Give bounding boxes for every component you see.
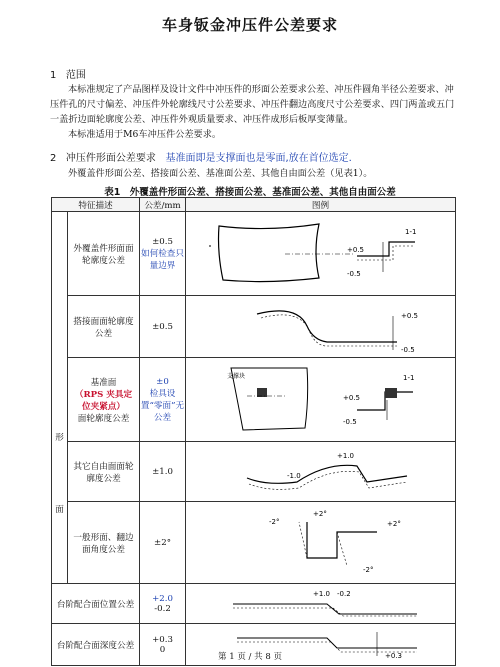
section-1-heading (50, 66, 86, 81)
figure-label: +2° (386, 520, 401, 528)
figure-label: +1.0 (336, 452, 354, 460)
feature-cell: 搭接面面轮廓度公差 (68, 296, 140, 358)
tolerance-value: +0.3 (152, 634, 173, 645)
section-number: 1 (50, 70, 57, 81)
figure-label: +0.5 (346, 246, 364, 254)
header-figure: 图例 (186, 198, 456, 212)
tolerance-table (51, 197, 456, 666)
figure-label: +2° (312, 510, 327, 518)
figure-label: +0.5 (400, 312, 418, 320)
feature-cell: 外覆盖件形面面轮廓度公差 (68, 212, 140, 296)
table-row (52, 584, 456, 624)
section-heading-text: 冲压件形面公差要求 (65, 153, 156, 164)
figure-label: -2° (268, 518, 279, 526)
figure-label: 支撑块 (226, 373, 245, 380)
tolerance-value: ±1.0 (152, 466, 173, 477)
header-tolerance: 公差/mm (140, 198, 186, 212)
figure-angle (187, 502, 455, 580)
tolerance-value: 0 (159, 644, 166, 655)
figure-label: -0.5 (400, 346, 415, 354)
tolerance-value: ±0.5 (152, 321, 173, 332)
table-row (52, 358, 456, 442)
figure-cell (186, 502, 456, 584)
tolerance-cell (140, 212, 186, 296)
header-feature: 特征描述 (52, 198, 140, 212)
tolerance-cell (140, 584, 186, 624)
figure-label: -2° (362, 566, 373, 574)
section-heading-text: 范围 (65, 70, 86, 81)
page-title: 车身钣金冲压件公差要求 (161, 16, 338, 34)
section-1-paragraph: 本标准规定了产品图样及设计文件中冲压件的形面公差要求公差、冲压件圆角半径公差要求、冲压件孔的尺寸偏差、冲压件外轮廓线尺寸公差要求、冲压件翻边高度尺寸公差要求、四门两盖或五门一盖折边面轮廓度公差、冲压件外观质量要求、冲压件成形后板厚变薄量。 (50, 84, 455, 125)
figure-label: -0.5 (342, 418, 357, 426)
figure-step-position (187, 584, 455, 620)
feature-text: 面轮廓度公差 (77, 413, 130, 424)
feature-cell: 一般形面、翻边面角度公差 (68, 502, 140, 584)
table-header-row (52, 198, 456, 212)
page-footer: 第 1 页 / 共 8 页 (218, 652, 282, 662)
table-row (52, 212, 456, 296)
feature-text: 基准面 (90, 377, 117, 388)
tolerance-value: ±2° (154, 537, 171, 548)
tolerance-value: ±0 (156, 376, 169, 387)
table-row (52, 296, 456, 358)
figure-label: -1.0 (286, 472, 301, 480)
figure-cell (186, 296, 456, 358)
feature-cell: 台阶配合面深度公差 (52, 624, 140, 666)
figure-label: -0.5 (346, 270, 361, 278)
section-1-scope: 本标准适用于M6车冲压件公差要求。 (68, 129, 222, 140)
rps-note: （RPS 夹具定位夹紧点） (74, 389, 133, 412)
figure-label: +0.5 (342, 394, 360, 402)
figure-label: 1-1 (402, 374, 414, 382)
figure-outer-panel (187, 212, 455, 292)
figure-datum-surface (187, 358, 455, 438)
tolerance-note: 如何检查只量边界 (141, 248, 184, 271)
figure-label: -0.2 (336, 590, 351, 598)
table-caption: 表1 外覆盖件形面公差、搭接面公差、基准面公差、其他自由面公差 (104, 187, 396, 198)
feature-cell: 其它自由面面轮廓度公差 (68, 442, 140, 502)
tolerance-value: -0.2 (154, 603, 171, 614)
tolerance-value: ±0.5 (152, 236, 173, 247)
tolerance-note: 检具设置“零面”无公差 (140, 388, 185, 423)
figure-lap-joint (187, 296, 455, 354)
table-row (52, 442, 456, 502)
table-row (52, 502, 456, 584)
group-label-cell (52, 212, 68, 584)
figure-cell (186, 358, 456, 442)
tolerance-cell (140, 502, 186, 584)
tolerance-cell (140, 296, 186, 358)
figure-cell (186, 584, 456, 624)
section-number: 2 (50, 153, 57, 164)
figure-cell (186, 212, 456, 296)
group-label-bottom: 面 (55, 504, 64, 515)
figure-label: +0.3 (384, 652, 402, 660)
figure-label: +1.0 (312, 590, 330, 598)
tolerance-cell (140, 358, 186, 442)
figure-label: 1-1 (404, 228, 416, 236)
section-2-paragraph: 外覆盖件形面公差、搭接面公差、基准面公差、其他自由面公差（见表1）。 (68, 168, 373, 179)
group-label-top: 形 (55, 432, 64, 443)
tolerance-value: +2.0 (152, 593, 173, 604)
tolerance-cell (140, 442, 186, 502)
figure-cell (186, 442, 456, 502)
feature-cell (68, 358, 140, 442)
section-2-heading (50, 149, 352, 164)
figure-free-surface (187, 442, 455, 498)
feature-cell: 台阶配合面位置公差 (52, 584, 140, 624)
section-note: 基准面即是支撑面也是零面,放在首位选定. (165, 153, 352, 164)
